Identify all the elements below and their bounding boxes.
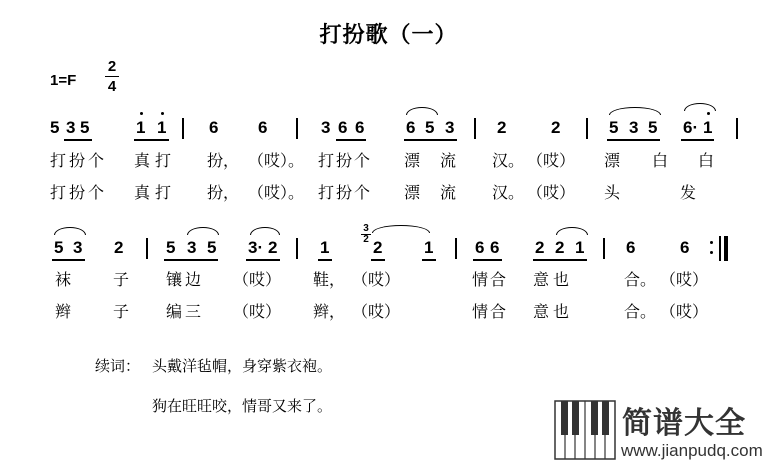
lyric: （哎） xyxy=(352,270,401,289)
note: 3· xyxy=(248,238,264,257)
lyric: 编 xyxy=(166,302,183,321)
note: 6 xyxy=(680,238,690,257)
lyric: 扮 xyxy=(336,183,353,202)
lyric: 子 xyxy=(113,270,130,289)
lyric: 也 xyxy=(553,270,570,289)
lyric: 头 xyxy=(604,183,621,202)
continuation-line-1: 头戴洋毡帽，身穿紫衣袍。 xyxy=(152,357,333,375)
note: 3 xyxy=(321,118,331,137)
lyric: 打 xyxy=(155,151,172,170)
lyric: 合 xyxy=(490,302,507,321)
continuation-label: 续词： xyxy=(95,357,141,375)
lyric: 真 xyxy=(134,183,151,202)
lyric: 镶 xyxy=(166,270,183,289)
lyric: 三 xyxy=(185,302,202,321)
note: 6· xyxy=(683,118,699,137)
note: 1 xyxy=(136,118,146,137)
lyric: 扮， xyxy=(207,183,240,202)
note: 3 xyxy=(73,238,83,257)
lyric: 袜 xyxy=(55,270,72,289)
lyric: 打 xyxy=(50,151,67,170)
note: 2 xyxy=(555,238,565,257)
lyric: 扮 xyxy=(336,151,353,170)
note: 2 xyxy=(551,118,561,137)
note: 2 xyxy=(114,238,124,257)
lyric: 漂 xyxy=(404,151,421,170)
note: 5 xyxy=(207,238,217,257)
lyric: （哎） xyxy=(660,302,709,321)
continuation-line-2: 狗在旺旺咬，情哥又来了。 xyxy=(152,397,333,415)
note: 6 xyxy=(406,118,416,137)
lyric: 意 xyxy=(533,302,550,321)
lyric: 情 xyxy=(472,302,489,321)
lyric: 打 xyxy=(155,183,172,202)
lyric: 辫 xyxy=(55,302,72,321)
lyric: 扮 xyxy=(69,183,86,202)
lyric: （哎） xyxy=(660,270,709,289)
lyric: 个 xyxy=(88,183,105,202)
note: 5 xyxy=(609,118,619,137)
lyric: 白 xyxy=(652,151,669,170)
note: 5 xyxy=(54,238,64,257)
lyric: （哎） xyxy=(527,151,576,170)
lyric: 流 xyxy=(440,151,457,170)
lyric: 白 xyxy=(698,151,715,170)
lyric: 汉。 xyxy=(492,151,525,170)
lyric: 流 xyxy=(440,183,457,202)
note: 6 xyxy=(490,238,500,257)
note: 1 xyxy=(320,238,330,257)
note: 5 xyxy=(648,118,658,137)
time-signature-bottom: 4 xyxy=(107,78,117,95)
lyric: 合 xyxy=(490,270,507,289)
lyric: 个 xyxy=(88,151,105,170)
note: 3 xyxy=(187,238,197,257)
note: 5 xyxy=(50,118,60,137)
note: 6 xyxy=(209,118,219,137)
note: 1 xyxy=(703,118,713,137)
lyric: 边 xyxy=(185,270,202,289)
lyric: 辫， xyxy=(313,302,346,321)
lyric: （哎） xyxy=(233,302,282,321)
note: 2 xyxy=(497,118,507,137)
grace-mark: 3 2 xyxy=(361,224,371,245)
note: 1 xyxy=(424,238,434,257)
lyric: 打 xyxy=(50,183,67,202)
note: 3 xyxy=(66,118,76,137)
note: 6 xyxy=(475,238,485,257)
note: 2 xyxy=(268,238,278,257)
lyric: 打 xyxy=(318,151,335,170)
note: 1 xyxy=(575,238,585,257)
lyric: （哎）。 xyxy=(248,151,305,170)
note: 5 xyxy=(80,118,90,137)
note: 6 xyxy=(258,118,268,137)
lyric: （哎） xyxy=(233,270,282,289)
note: 1 xyxy=(157,118,167,137)
lyric: 个 xyxy=(354,183,371,202)
lyric: 漂 xyxy=(404,183,421,202)
piano-keys-icon xyxy=(554,400,616,460)
lyric: 扮， xyxy=(207,151,240,170)
key-signature: 1=F xyxy=(50,72,77,89)
lyric: 意 xyxy=(533,270,550,289)
time-signature-top: 2 xyxy=(107,58,117,75)
lyric: 发 xyxy=(680,183,697,202)
lyric: 子 xyxy=(113,302,130,321)
note: 2 xyxy=(373,238,383,257)
note: 5 xyxy=(425,118,435,137)
lyric: （哎） xyxy=(527,183,576,202)
song-title: 打扮歌（一） xyxy=(319,23,458,48)
lyric: 汉。 xyxy=(492,183,525,202)
lyric: 漂 xyxy=(604,151,621,170)
lyric: 个 xyxy=(354,151,371,170)
note: 3 xyxy=(629,118,639,137)
note: 6 xyxy=(355,118,365,137)
lyric: 扮 xyxy=(69,151,86,170)
lyric: 真 xyxy=(134,151,151,170)
lyric: 合。 xyxy=(624,270,657,289)
lyric: （哎） xyxy=(352,302,401,321)
note: 2 xyxy=(535,238,545,257)
lyric: 合。 xyxy=(624,302,657,321)
lyric: 鞋， xyxy=(313,270,346,289)
lyric: 打 xyxy=(318,183,335,202)
lyric: 情 xyxy=(472,270,489,289)
note: 6 xyxy=(338,118,348,137)
watermark-brand: 简谱大全 xyxy=(622,406,746,441)
note: 3 xyxy=(445,118,455,137)
lyric: 也 xyxy=(553,302,570,321)
lyric: （哎）。 xyxy=(248,183,305,202)
note: 5 xyxy=(166,238,176,257)
note: 6 xyxy=(626,238,636,257)
watermark-url: www.jianpudq.com xyxy=(621,441,763,460)
